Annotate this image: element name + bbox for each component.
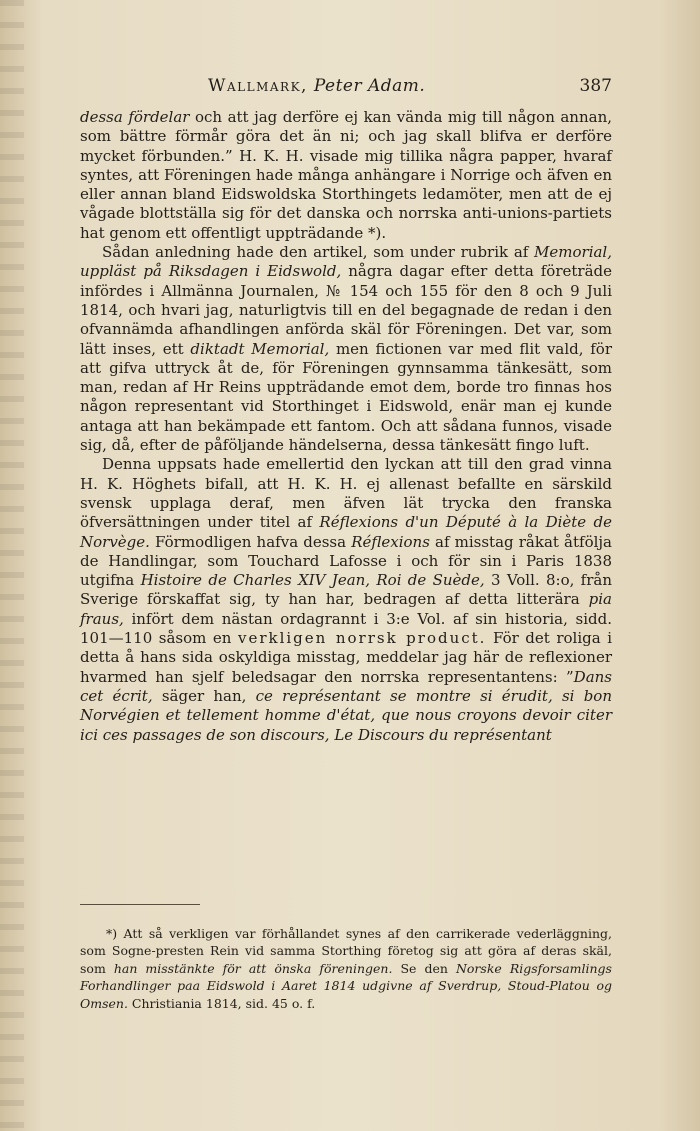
text-run: infört dem nästan ordagrannt i 3:e Vol. af sin historia, sidd. 101—110 såsom en [80, 609, 612, 648]
text-run: *) Att så verkligen var förhållandet synes af den carrikerade vederläggning, som Sogne-presten Rein vid samma Storthing företog sig att göra af deras skäl, som [80, 925, 612, 976]
italic-run: han misstänkte för att önska föreningen. [113, 960, 393, 976]
running-head [208, 76, 425, 96]
body-text [80, 108, 612, 745]
running-head-surname: Wallmark, [208, 76, 308, 96]
spaced-run: verkligen norrsk product. [237, 629, 487, 648]
running-head-given-name: Peter Adam. [313, 76, 426, 96]
paragraph-3 [80, 455, 612, 744]
text-run: Förmodligen hafva dessa [149, 532, 352, 551]
italic-run: Histoire de Charles XIV Jean, Roi de Suède, [140, 571, 485, 590]
footnote-rule [80, 904, 200, 905]
italic-run: Réflexions [351, 532, 430, 551]
italic-run: diktadt Memorial, [190, 339, 330, 358]
page-number: 387 [579, 76, 612, 96]
text-run: 3 Voll. 8:o, från Sverige förskaffat sig, ty han har, bedragen af detta litterära [80, 571, 612, 609]
page-header [80, 76, 612, 102]
text-run: af misstag råkat åtfölja de Handlingar, som Touchard Lafosse i och för sin i Paris 1838 utgifna [80, 532, 612, 590]
text-run: men fictionen var med flit vald, för att gifva uttryck åt de, för Föreningen gynnsamma tänkesätt, som man, redan af Hr Reins uppträdande emot dem, borde tro finnas hos någon representant vid Storthinget i Eidswold, enär man ej kunde antaga att han bekämpade ett fantom. Och att sådana funnos, visade sig, då, efter de påföljande händelserna, dessa tänkesätt fingo luft. [80, 339, 613, 455]
footnote [80, 925, 612, 1013]
italic-run: Réflexions d'un Député à la Diète de Norvège. [80, 513, 613, 551]
italic-run: Dans cet écrit, [80, 667, 612, 705]
facing-page-bleed [0, 0, 24, 1131]
text-run: Se den [392, 960, 456, 976]
italic-run: dessa fördelar [80, 108, 190, 126]
italic-run: pia fraus, [80, 590, 612, 628]
text-run: säger han, [152, 686, 256, 705]
italic-run: Memorial, uppläst på Riksdagen i Eidswold, [80, 243, 612, 281]
italic-run: ce représentant se montre si érudit, si bon Norvégien et tellement homme d'état, que nous croyons devoir citer ici ces passages de son discours, Le Discours du représentant [80, 686, 612, 744]
text-run: några dagar efter detta företräde infördes i Allmänna Journalen, № 154 och 155 för den 8 och 9 Juli 1814, och hvari jag, naturligtvis till en del begagnade de redan i den ofvannämda afhandlingen anförda skäl för Föreningen. Det var, som lätt inses, ett [80, 262, 612, 358]
text-run: För det roliga i detta å hans sida oskyldiga misstag, meddelar jag här de reflexioner hvarmed han sjelf beledsagar den norrska representantens: ” [80, 629, 612, 686]
text-run: och att jag derföre ej kan vända mig till någon annan, som bättre förmår göra det än ni; och jag skall blifva er derföre mycket förbunden.” H. K. H. visade mig tillika några papper, hvaraf syntes, att Föreningen hade många anhängare i Norrige och äfven en eller annan bland Eidswoldska Storthingets ledamöter, men att de ej vågade blottställa sig för det danska och norrska anti-unions-partiets hat genom ett offentligt uppträdande *). [80, 108, 612, 242]
paragraph-2 [80, 243, 612, 455]
italic-run: Norske Rigsforsamlings Forhandlinger paa Eidswold i Aaret 1814 udgivne af Sverdrup, Stoud-Platou og Omsen. [80, 960, 612, 1011]
text-run: Christiania 1814, sid. 45 o. f. [127, 995, 316, 1011]
paragraph-1 [80, 108, 612, 243]
text-run: Denna uppsats hade emellertid den lyckan att till den grad vinna H. K. Höghets bifall, att H. K. H. ej allenast befallte en särskild svensk upplaga deraf, men äfven lät trycka den franska öfversättningen under titel af [80, 455, 612, 532]
text-run: Sådan anledning hade den artikel, som under rubrik af [102, 243, 535, 262]
